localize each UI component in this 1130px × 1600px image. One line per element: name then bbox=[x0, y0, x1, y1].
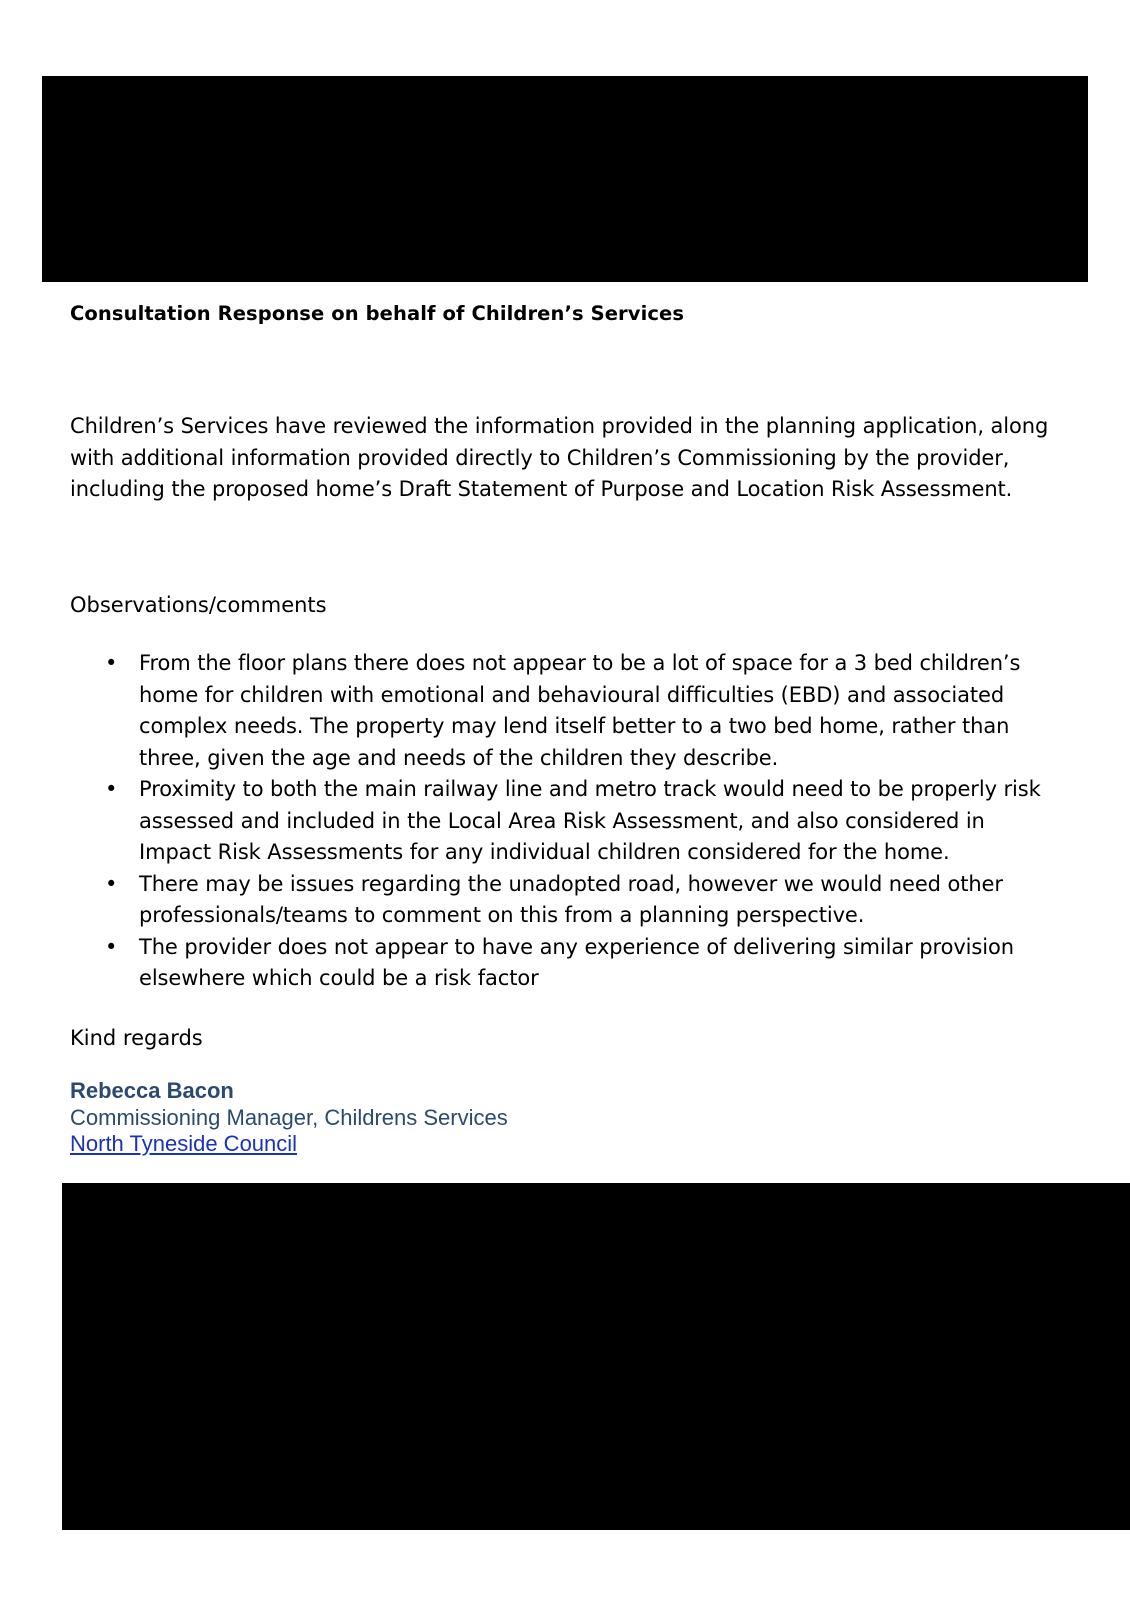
observations-list bbox=[70, 648, 1060, 995]
list-item bbox=[70, 869, 1060, 932]
list-item bbox=[70, 774, 1060, 869]
list-item-text: The provider does not appear to have any experience of delivering similar provision elsewhere which could be a risk factor bbox=[139, 934, 1014, 990]
bullet-icon: • bbox=[105, 871, 118, 896]
list-item-text: From the floor plans there does not appear to be a lot of space for a 3 bed children’s home for children with emotional and behavioural difficulties (EBD) and associated complex needs. The property may lend itself better to a two bed home, rather than three, given the age and needs of the children they describe. bbox=[139, 651, 1021, 770]
list-item bbox=[70, 932, 1060, 995]
bullet-icon: • bbox=[105, 777, 118, 801]
closing-text: Kind regards bbox=[70, 1026, 203, 1050]
bullet-icon: • bbox=[105, 651, 118, 675]
list-item-text: There may be issues regarding the unadopted road, however we would need other professionals/teams to comment on this from a planning perspective. bbox=[139, 871, 1003, 927]
redaction-block-bottom bbox=[62, 1183, 1130, 1530]
list-item-text: Proximity to both the main railway line and metro track would need to be properly risk assessed and included in the Local Area Risk Assessment, and also considered in Impact Risk Assessments for any individual children considered for the home. bbox=[139, 777, 1041, 864]
page-title: Consultation Response on behalf of Children’s Services bbox=[70, 302, 685, 325]
intro-paragraph: Children’s Services have reviewed the information provided in the planning application, along with additional information provided directly to Children’s Commissioning by the provider, including the proposed home’s Draft Statement of Purpose and Location Risk Assessment. bbox=[70, 414, 1049, 501]
signature-title: Commissioning Manager, Childrens Services bbox=[70, 1105, 508, 1130]
list-item bbox=[70, 648, 1060, 774]
signature-name: Rebecca Bacon bbox=[70, 1078, 234, 1103]
observations-heading: Observations/comments bbox=[70, 593, 327, 617]
redaction-block-top bbox=[42, 76, 1088, 282]
organisation-link[interactable]: North Tyneside Council bbox=[70, 1131, 298, 1156]
bullet-icon: • bbox=[105, 934, 118, 959]
